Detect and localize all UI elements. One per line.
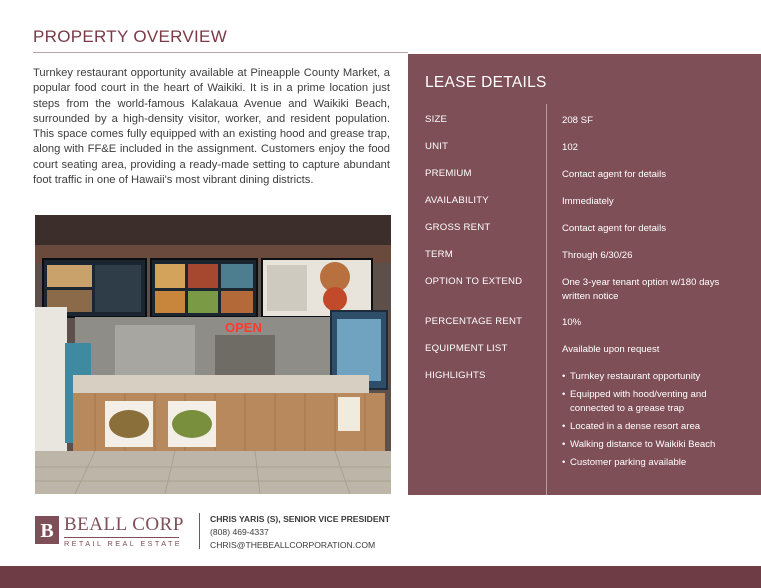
lease-label: EQUIPMENT LIST xyxy=(425,343,508,354)
lease-value: One 3-year tenant option w/180 days written notice xyxy=(562,277,720,302)
contact-divider xyxy=(199,513,200,549)
contact-email[interactable]: CHRIS@THEBEALLCORPORATION.COM xyxy=(210,539,376,550)
lease-details-title: LEASE DETAILS xyxy=(425,74,547,91)
highlight-item: • Walking distance to Waikiki Beach xyxy=(562,438,742,451)
lease-label: TERM xyxy=(425,249,453,260)
page-title: PROPERTY OVERVIEW xyxy=(33,27,228,46)
contact-phone[interactable]: (808) 469-4337 xyxy=(210,526,269,537)
logo-company-name: BEALL CORP xyxy=(64,514,184,535)
contact-block xyxy=(210,513,390,551)
contact-name: CHRIS YARIS (S), SENIOR VICE PRESIDENT xyxy=(210,514,391,524)
highlight-item: • Located in a dense resort area xyxy=(562,420,742,433)
title-divider xyxy=(33,52,408,53)
lease-value: 10% xyxy=(562,317,582,328)
logo-tagline: RETAIL REAL ESTATE xyxy=(64,539,183,548)
highlight-item: • Customer parking available xyxy=(562,456,742,469)
lease-label: UNIT xyxy=(425,141,449,152)
lease-label: SIZE xyxy=(425,114,448,125)
lease-value: Immediately xyxy=(562,196,614,207)
highlight-item: • Equipped with hood/venting and connected to a grease trap xyxy=(562,388,742,415)
property-description: Turnkey restaurant opportunity available at Pineapple County Market, a popular food court in the heart of Waikiki. It is in a prime location just steps from the world-famous Kalakaua Avenue and Waikiki Beach, surrounded by a high-density visitor, worker, and resident population. This space comes fully equipped with an existing hood and grease trap, along with FF&E included in the assignment. Customers enjoy the food court seating area, providing a ready-made setting to capture abundant foot traffic in one of Hawaii's most vibrant dining districts. xyxy=(33,67,390,187)
lease-value: 102 xyxy=(562,142,579,153)
footer-bar xyxy=(0,566,761,588)
lease-value: 208 SF xyxy=(562,115,593,126)
lease-label: HIGHLIGHTS xyxy=(425,370,486,381)
logo-rule xyxy=(64,537,179,538)
beall-logo-icon xyxy=(35,516,59,549)
food-court-stall-illustration xyxy=(35,215,391,494)
lease-label: AVAILABILITY xyxy=(425,195,489,206)
lease-value: Available upon request xyxy=(562,344,660,355)
property-photo xyxy=(35,215,391,494)
lease-details-panel xyxy=(408,54,761,495)
lease-label: PERCENTAGE RENT xyxy=(425,316,523,327)
lease-label: OPTION TO EXTEND xyxy=(425,276,523,287)
highlights-list-container xyxy=(562,370,742,474)
highlight-item: • Turnkey restaurant opportunity xyxy=(562,370,742,383)
lease-details-divider xyxy=(546,104,547,522)
lease-label: PREMIUM xyxy=(425,168,472,179)
logo-mark-letter: B xyxy=(40,520,54,542)
open-neon-sign: OPEN xyxy=(225,320,262,335)
lease-value: Contact agent for details xyxy=(562,169,666,180)
lease-value: Contact agent for details xyxy=(562,223,666,234)
lease-label: GROSS RENT xyxy=(425,222,491,233)
lease-value: Through 6/30/26 xyxy=(562,250,633,261)
highlights-list xyxy=(562,370,742,469)
